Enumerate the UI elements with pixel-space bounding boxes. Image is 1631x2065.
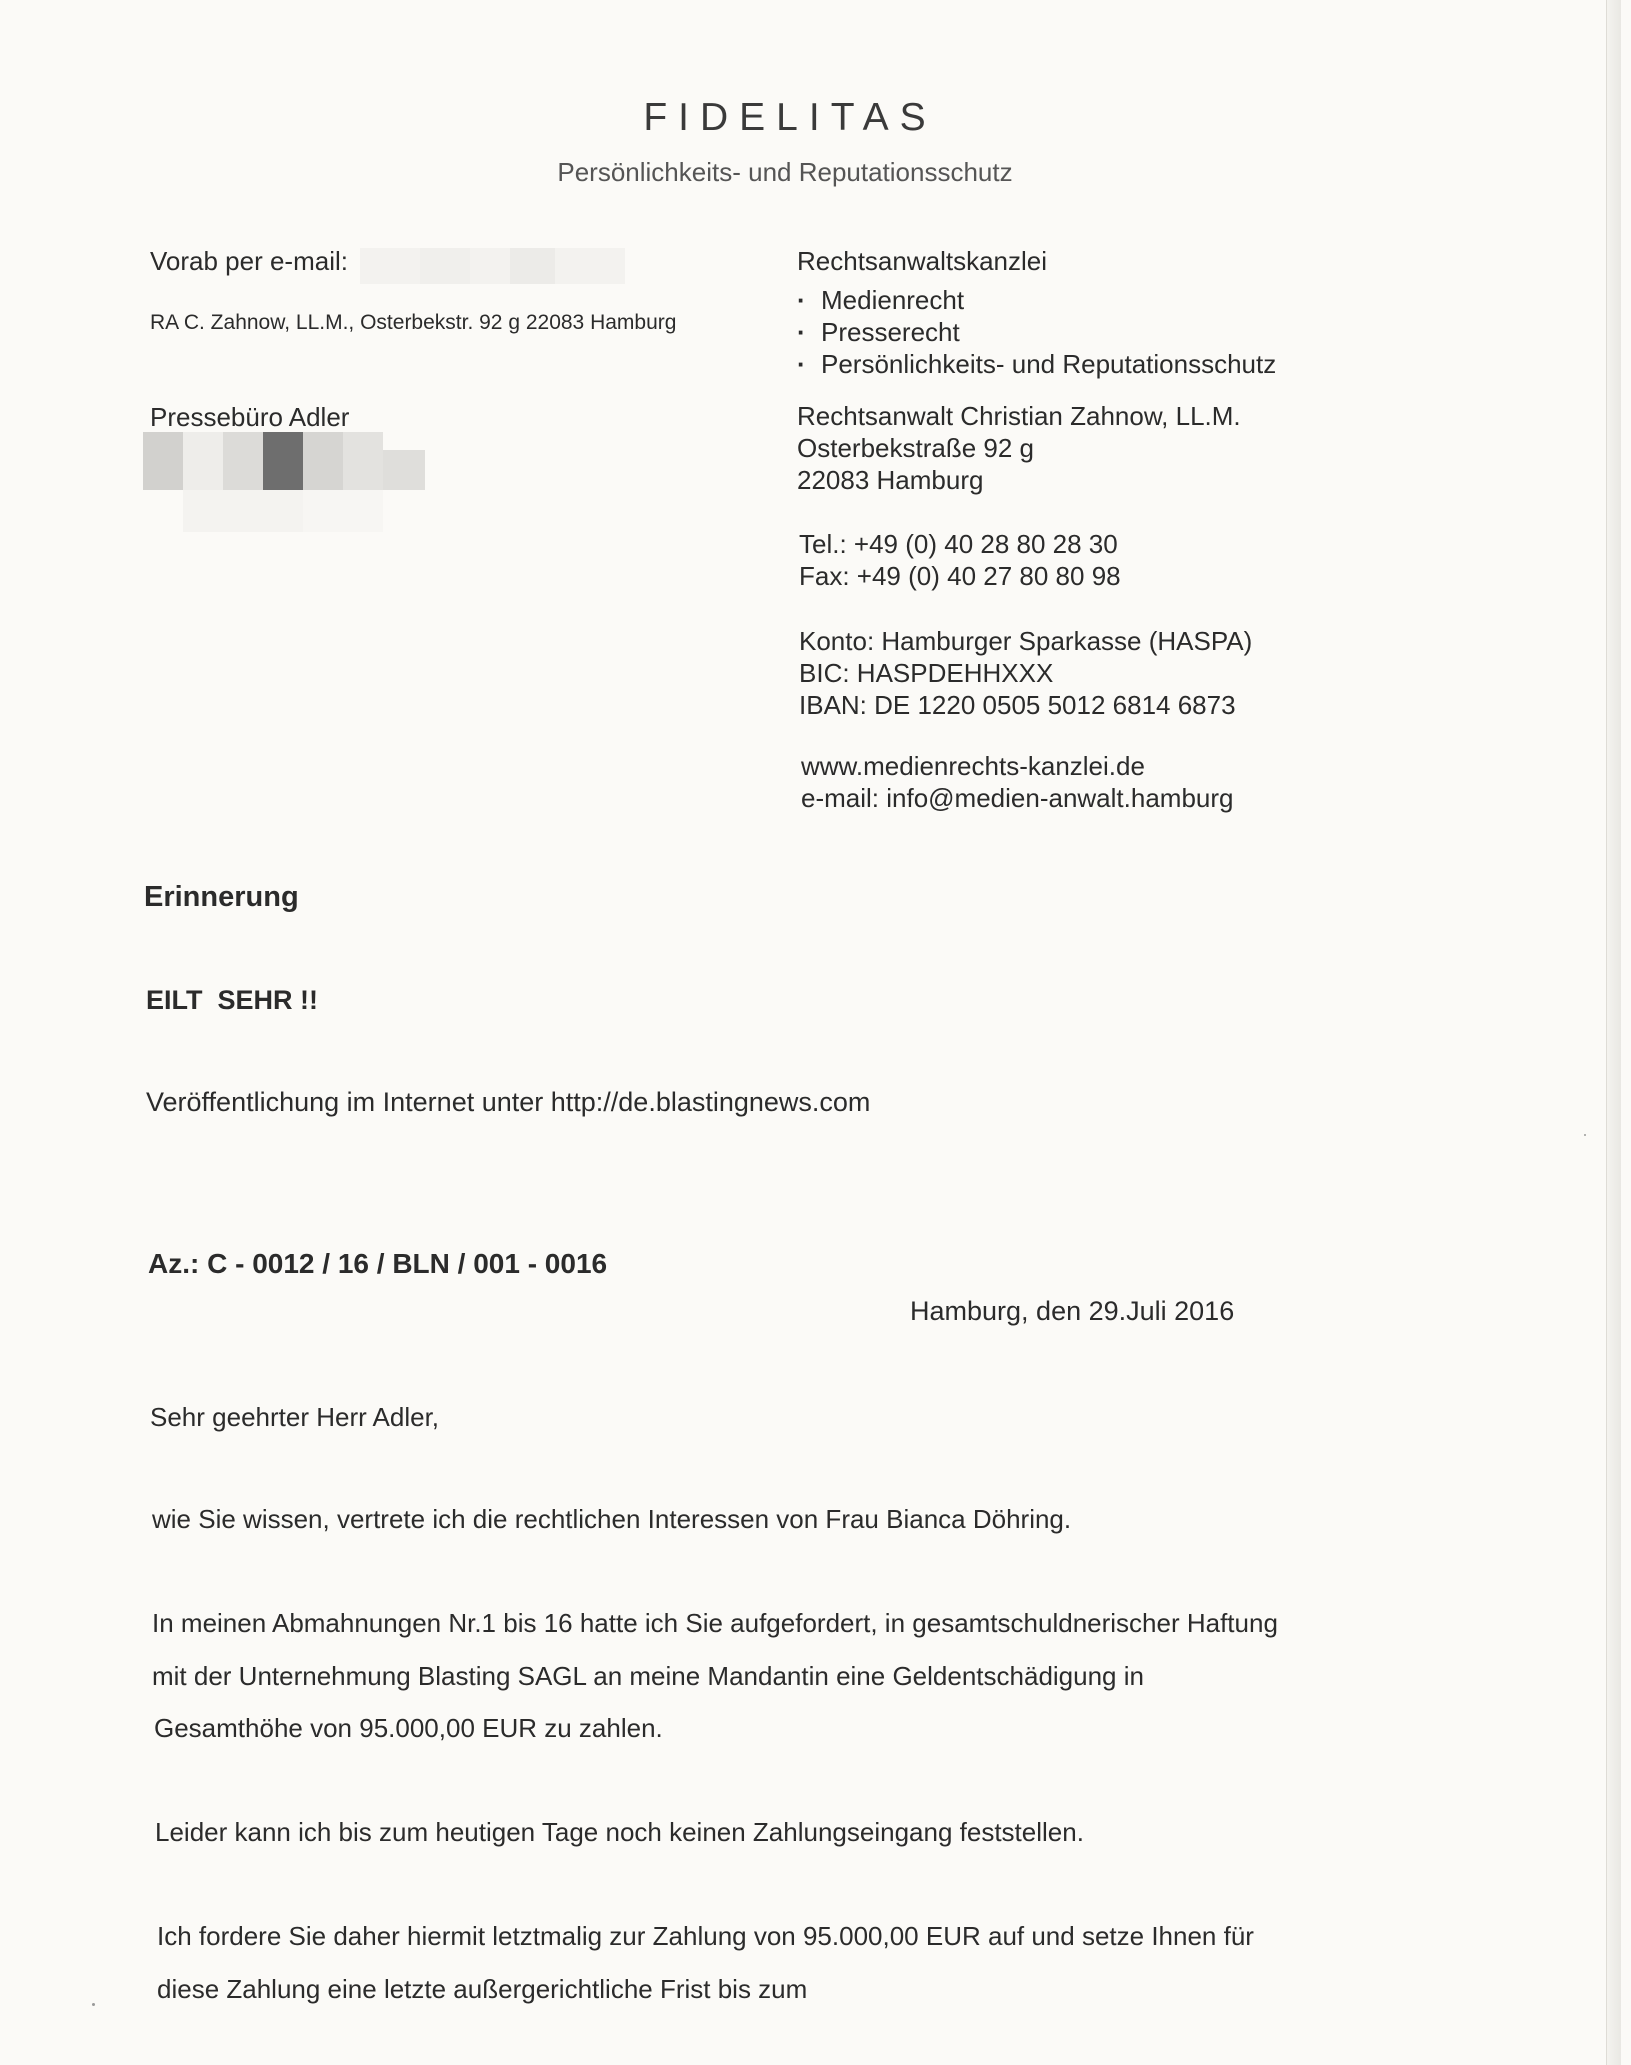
- sender-return-line: RA C. Zahnow, LL.M., Osterbekstr. 92 g 22083 Hamburg: [150, 311, 677, 334]
- subject-line: Veröffentlichung im Internet unter http://de.blastingnews.com: [146, 1087, 871, 1117]
- firm-city: 22083 Hamburg: [797, 465, 984, 495]
- firm-address: [797, 400, 1241, 496]
- salutation: Sehr geehrter Herr Adler,: [150, 1402, 440, 1432]
- paragraph-2-line-3: Gesamthöhe von 95.000,00 EUR zu zahlen.: [154, 1713, 663, 1743]
- practice-area: · Presserecht: [797, 316, 1276, 348]
- brand-subtitle: Persönlichkeits- und Reputationsschutz: [557, 157, 1013, 187]
- brand-title: FIDELITAS: [643, 96, 937, 139]
- practice-area: · Medienrecht: [797, 284, 1276, 316]
- firm-bank-block: [799, 625, 1252, 721]
- firm-iban: IBAN: DE 1220 0505 5012 6814 6873: [799, 690, 1236, 720]
- scan-speck: [1584, 1134, 1586, 1136]
- firm-bic: BIC: HASPDEHHXXX: [799, 658, 1054, 688]
- firm-heading: Rechtsanwaltskanzlei: [797, 246, 1048, 276]
- firm-email: e-mail: info@medien-anwalt.hamburg: [801, 783, 1234, 813]
- firm-tel: Tel.: +49 (0) 40 28 80 28 30: [799, 529, 1118, 559]
- lawyer-name: Rechtsanwalt Christian Zahnow, LL.M.: [797, 401, 1241, 431]
- reminder-heading: Erinnerung: [144, 881, 299, 913]
- urgent-label: EILT SEHR !!: [146, 985, 318, 1015]
- practice-area: · Persönlichkeits- und Reputationsschutz: [797, 348, 1276, 380]
- letter-date: Hamburg, den 29.Juli 2016: [910, 1296, 1235, 1326]
- recipient-name: Pressebüro Adler: [150, 402, 350, 432]
- firm-contact-block: [801, 750, 1233, 814]
- paragraph-2-line-1: In meinen Abmahnungen Nr.1 bis 16 hatte ich Sie aufgefordert, in gesamtschuldnerischer Haftung: [152, 1608, 1278, 1638]
- paragraph-2-line-2: mit der Unternehmung Blasting SAGL an meine Mandantin eine Geldentschädigung in: [152, 1661, 1144, 1691]
- reference-number: Az.: C - 0012 / 16 / BLN / 001 - 0016: [148, 1248, 608, 1279]
- firm-website: www.medienrechts-kanzlei.de: [801, 751, 1145, 781]
- redacted-address: [143, 432, 425, 532]
- paragraph-4-line-1: Ich fordere Sie daher hiermit letztmalig zur Zahlung von 95.000,00 EUR auf und setze Ihnen für: [157, 1921, 1254, 1951]
- firm-fax: Fax: +49 (0) 40 27 80 80 98: [799, 561, 1121, 591]
- paragraph-1: wie Sie wissen, vertrete ich die rechtlichen Interessen von Frau Bianca Döhring.: [152, 1504, 1072, 1534]
- paragraph-3: Leider kann ich bis zum heutigen Tage noch keinen Zahlungseingang feststellen.: [155, 1817, 1084, 1847]
- paragraph-4-line-2: diese Zahlung eine letzte außergerichtliche Frist bis zum: [157, 1974, 808, 2004]
- scan-speck: [92, 2003, 95, 2006]
- page-edge: [1606, 0, 1621, 2065]
- advance-email-label: Vorab per e-mail:: [150, 246, 348, 276]
- firm-street: Osterbekstraße 92 g: [797, 433, 1034, 463]
- firm-bank: Konto: Hamburger Sparkasse (HASPA): [799, 626, 1253, 656]
- firm-phone-block: [799, 528, 1121, 592]
- redacted-email: [360, 248, 625, 284]
- practice-areas: [797, 284, 1276, 380]
